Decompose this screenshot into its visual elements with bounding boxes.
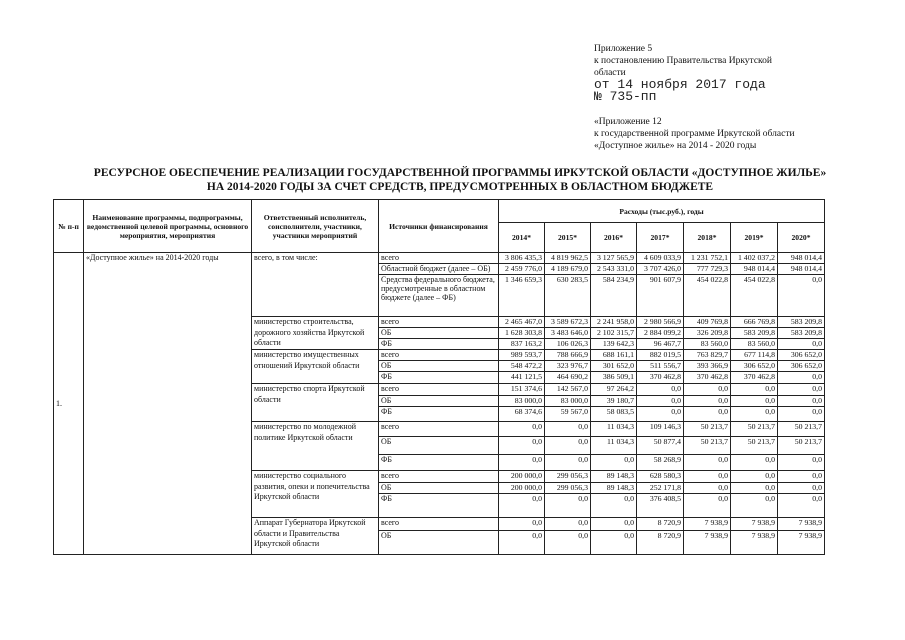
title-line-1: РЕСУРСНОЕ ОБЕСПЕЧЕНИЕ РЕАЛИЗАЦИИ ГОСУДАРСТВЕННОЙ ПРОГРАММЫ ИРКУТСКОЙ ОБЛАСТИ «ДОСТУПНОЕ ЖИЛЬЕ» (93, 167, 827, 179)
value-cell: 2 980 566,9 (637, 317, 684, 328)
source-cell: ФБ (379, 339, 499, 350)
value-cell: 0,0 (684, 483, 731, 494)
value-cell: 83 000,0 (499, 396, 545, 407)
program-name: «Доступное жилье» на 2014-2020 годы (84, 253, 252, 555)
value-cell: 0,0 (684, 494, 731, 518)
executor-cell: всего, в том числе: (252, 253, 379, 317)
value-cell: 409 769,8 (684, 317, 731, 328)
value-cell: 50 213,7 (731, 422, 778, 437)
value-cell: 2 465 467,0 (499, 317, 545, 328)
value-cell: 0,0 (545, 494, 591, 518)
value-cell: 1 231 752,1 (684, 253, 731, 264)
value-cell: 3 483 646,0 (545, 328, 591, 339)
value-cell: 0,0 (778, 275, 825, 317)
value-cell: 837 163,2 (499, 339, 545, 350)
value-cell: 0,0 (684, 384, 731, 396)
value-cell: 393 366,9 (684, 361, 731, 372)
value-cell: 50 213,7 (684, 437, 731, 455)
value-cell: 0,0 (778, 372, 825, 384)
executor-cell: Аппарат Губернатора Иркутской области и Правительства Иркутской области (252, 518, 379, 555)
value-cell: 301 652,0 (591, 361, 637, 372)
value-cell: 882 019,5 (637, 350, 684, 361)
value-cell: 83 560,0 (731, 339, 778, 350)
source-cell: всего (379, 422, 499, 437)
value-cell: 3 806 435,3 (499, 253, 545, 264)
value-cell: 763 829,7 (684, 350, 731, 361)
table-row (54, 253, 825, 264)
value-cell: 511 556,7 (637, 361, 684, 372)
appendix12-label: «Приложение 12 (594, 117, 662, 127)
source-cell: ФБ (379, 372, 499, 384)
value-cell: 0,0 (684, 396, 731, 407)
value-cell: 109 146,3 (637, 422, 684, 437)
value-cell: 50 213,7 (778, 422, 825, 437)
value-cell: 2 459 776,0 (499, 264, 545, 275)
value-cell: 788 666,9 (545, 350, 591, 361)
value-cell: 370 462,8 (731, 372, 778, 384)
value-cell: 454 022,8 (684, 275, 731, 317)
value-cell: 0,0 (499, 531, 545, 555)
value-cell: 0,0 (778, 483, 825, 494)
value-cell: 386 509,1 (591, 372, 637, 384)
value-cell: 666 769,8 (731, 317, 778, 328)
value-cell: 0,0 (731, 396, 778, 407)
value-cell: 677 114,8 (731, 350, 778, 361)
value-cell: 901 607,9 (637, 275, 684, 317)
value-cell: 200 000,0 (499, 471, 545, 483)
value-cell: 326 209,8 (684, 328, 731, 339)
col-header-num: № п-п (54, 200, 84, 253)
col-header-year: 2014* (499, 223, 545, 253)
col-header-year: 2020* (778, 223, 825, 253)
value-cell: 0,0 (778, 339, 825, 350)
value-cell: 4 819 962,5 (545, 253, 591, 264)
source-cell: всего (379, 253, 499, 264)
col-header-year: 2018* (684, 223, 731, 253)
value-cell: 2 543 331,0 (591, 264, 637, 275)
source-cell: Областной бюджет (далее – ОБ) (379, 264, 499, 275)
value-cell: 376 408,5 (637, 494, 684, 518)
value-cell: 0,0 (778, 407, 825, 422)
document-title (40, 166, 880, 194)
table-head (54, 200, 825, 253)
value-cell: 50 877,4 (637, 437, 684, 455)
value-cell: 0,0 (731, 494, 778, 518)
value-cell: 0,0 (684, 455, 731, 471)
value-cell: 7 938,9 (778, 531, 825, 555)
source-cell: ОБ (379, 396, 499, 407)
value-cell: 50 213,7 (778, 437, 825, 455)
source-cell: ОБ (379, 361, 499, 372)
value-cell: 454 022,8 (731, 275, 778, 317)
col-header-year: 2017* (637, 223, 684, 253)
value-cell: 97 264,2 (591, 384, 637, 396)
value-cell: 7 938,9 (684, 531, 731, 555)
value-cell: 0,0 (499, 422, 545, 437)
col-header-expenses: Расходы (тыс.руб.), годы (499, 200, 825, 223)
value-cell: 464 690,2 (545, 372, 591, 384)
value-cell: 0,0 (778, 471, 825, 483)
col-header-year: 2015* (545, 223, 591, 253)
value-cell: 59 567,0 (545, 407, 591, 422)
value-cell: 11 034,3 (591, 437, 637, 455)
value-cell: 11 034,3 (591, 422, 637, 437)
value-cell: 0,0 (778, 494, 825, 518)
value-cell: 370 462,8 (684, 372, 731, 384)
value-cell: 139 642,3 (591, 339, 637, 350)
value-cell: 0,0 (731, 471, 778, 483)
value-cell: 548 472,2 (499, 361, 545, 372)
value-cell: 151 374,6 (499, 384, 545, 396)
source-cell: всего (379, 384, 499, 396)
value-cell: 200 000,0 (499, 483, 545, 494)
executor-cell: министерство социального развития, опеки и попечительства Иркутской области (252, 471, 379, 518)
value-cell: 7 938,9 (731, 531, 778, 555)
value-cell: 39 180,7 (591, 396, 637, 407)
value-cell: 2 241 958,0 (591, 317, 637, 328)
value-cell: 0,0 (545, 455, 591, 471)
row-index: 1. (54, 253, 84, 555)
value-cell: 0,0 (499, 494, 545, 518)
value-cell: 7 938,9 (778, 518, 825, 531)
value-cell: 89 148,3 (591, 471, 637, 483)
value-cell: 989 593,7 (499, 350, 545, 361)
value-cell: 1 628 303,8 (499, 328, 545, 339)
value-cell: 688 161,1 (591, 350, 637, 361)
resource-table (53, 199, 825, 555)
col-header-source: Источники финансирования (379, 200, 499, 253)
value-cell: 0,0 (731, 407, 778, 422)
source-cell: всего (379, 471, 499, 483)
value-cell: 299 056,3 (545, 471, 591, 483)
value-cell: 252 171,8 (637, 483, 684, 494)
value-cell: 96 467,7 (637, 339, 684, 350)
value-cell: 0,0 (545, 437, 591, 455)
value-cell: 58 268,9 (637, 455, 684, 471)
value-cell: 142 567,0 (545, 384, 591, 396)
decree-number: № 735-пп (594, 89, 657, 104)
value-cell: 0,0 (545, 531, 591, 555)
value-cell: 0,0 (591, 455, 637, 471)
value-cell: 50 213,7 (684, 422, 731, 437)
source-cell: ОБ (379, 328, 499, 339)
value-cell: 777 729,3 (684, 264, 731, 275)
value-cell: 584 234,9 (591, 275, 637, 317)
value-cell: 628 580,3 (637, 471, 684, 483)
value-cell: 441 121,5 (499, 372, 545, 384)
executor-cell: министерство строительства, дорожного хозяйства Иркутской области (252, 317, 379, 350)
value-cell: 0,0 (545, 422, 591, 437)
title-line-2: НА 2014-2020 ГОДЫ ЗА СЧЕТ СРЕДСТВ, ПРЕДУСМОТРЕННЫХ В ОБЛАСТНОМ БЮДЖЕТЕ (206, 181, 714, 193)
value-cell: 8 720,9 (637, 518, 684, 531)
value-cell: 4 609 033,9 (637, 253, 684, 264)
appendix-header (594, 43, 834, 103)
source-cell: ОБ (379, 483, 499, 494)
col-header-year: 2019* (731, 223, 778, 253)
source-cell: Средства федерального бюджета, предусмотренные в областном бюджете (далее – ФБ) (379, 275, 499, 317)
value-cell: 7 938,9 (731, 518, 778, 531)
value-cell: 630 283,5 (545, 275, 591, 317)
appendix-number: Приложение 5 (594, 44, 653, 54)
value-cell: 299 056,3 (545, 483, 591, 494)
executor-cell: министерство по молодежной политике Иркутской области (252, 422, 379, 471)
value-cell: 948 014,4 (778, 264, 825, 275)
value-cell: 7 938,9 (684, 518, 731, 531)
value-cell: 2 884 099,2 (637, 328, 684, 339)
value-cell: 0,0 (731, 384, 778, 396)
value-cell: 8 720,9 (637, 531, 684, 555)
value-cell: 50 213,7 (731, 437, 778, 455)
value-cell: 948 014,4 (731, 264, 778, 275)
value-cell: 0,0 (545, 518, 591, 531)
value-cell: 306 652,0 (778, 361, 825, 372)
value-cell: 0,0 (637, 407, 684, 422)
source-cell: всего (379, 317, 499, 328)
decree-date: от 14 ноября 2017 года (594, 77, 766, 92)
value-cell: 583 209,8 (731, 328, 778, 339)
value-cell: 583 209,8 (778, 328, 825, 339)
source-cell: всего (379, 518, 499, 531)
value-cell: 0,0 (591, 518, 637, 531)
value-cell: 58 083,5 (591, 407, 637, 422)
source-cell: ОБ (379, 437, 499, 455)
appendix12-program-name: «Доступное жилье» на 2014 - 2020 годы (594, 141, 757, 151)
appendix12-program: к государственной программе Иркутской области (594, 129, 795, 139)
value-cell: 0,0 (591, 531, 637, 555)
col-header-year: 2016* (591, 223, 637, 253)
value-cell: 0,0 (499, 455, 545, 471)
value-cell: 83 560,0 (684, 339, 731, 350)
value-cell: 0,0 (637, 396, 684, 407)
source-cell: ФБ (379, 494, 499, 518)
appendix-program-header (594, 116, 894, 152)
value-cell: 306 652,0 (731, 361, 778, 372)
value-cell: 0,0 (731, 455, 778, 471)
source-cell: всего (379, 350, 499, 361)
table-body (54, 253, 825, 555)
appendix-decree: к постановлению Правительства Иркутской (594, 56, 773, 66)
value-cell: 0,0 (499, 437, 545, 455)
value-cell: 3 127 565,9 (591, 253, 637, 264)
executor-cell: министерство спорта Иркутской области (252, 384, 379, 422)
value-cell: 1 402 037,2 (731, 253, 778, 264)
value-cell: 106 026,3 (545, 339, 591, 350)
value-cell: 0,0 (778, 396, 825, 407)
value-cell: 89 148,3 (591, 483, 637, 494)
value-cell: 4 189 679,0 (545, 264, 591, 275)
value-cell: 583 209,8 (778, 317, 825, 328)
value-cell: 0,0 (591, 494, 637, 518)
source-cell: ФБ (379, 407, 499, 422)
value-cell: 0,0 (499, 518, 545, 531)
value-cell: 0,0 (778, 384, 825, 396)
value-cell: 2 102 315,7 (591, 328, 637, 339)
value-cell: 0,0 (637, 384, 684, 396)
source-cell: ОБ (379, 531, 499, 555)
value-cell: 0,0 (731, 483, 778, 494)
value-cell: 948 014,4 (778, 253, 825, 264)
value-cell: 68 374,6 (499, 407, 545, 422)
value-cell: 323 976,7 (545, 361, 591, 372)
col-header-name: Наименование программы, подпрограммы, ведомственной целевой программы, основного мероприятия, мероприятия (84, 200, 252, 253)
value-cell: 83 000,0 (545, 396, 591, 407)
value-cell: 370 462,8 (637, 372, 684, 384)
executor-cell: министерство имущественных отношений Иркутской области (252, 350, 379, 384)
source-cell: ФБ (379, 455, 499, 471)
value-cell: 3 707 426,0 (637, 264, 684, 275)
value-cell: 306 652,0 (778, 350, 825, 361)
value-cell: 0,0 (684, 407, 731, 422)
value-cell: 0,0 (684, 471, 731, 483)
value-cell: 0,0 (778, 455, 825, 471)
col-header-executor: Ответственный исполнитель, соисполнители, участники, участники мероприятий (252, 200, 379, 253)
value-cell: 3 589 672,3 (545, 317, 591, 328)
appendix-region: области (594, 68, 626, 78)
value-cell: 1 346 659,3 (499, 275, 545, 317)
